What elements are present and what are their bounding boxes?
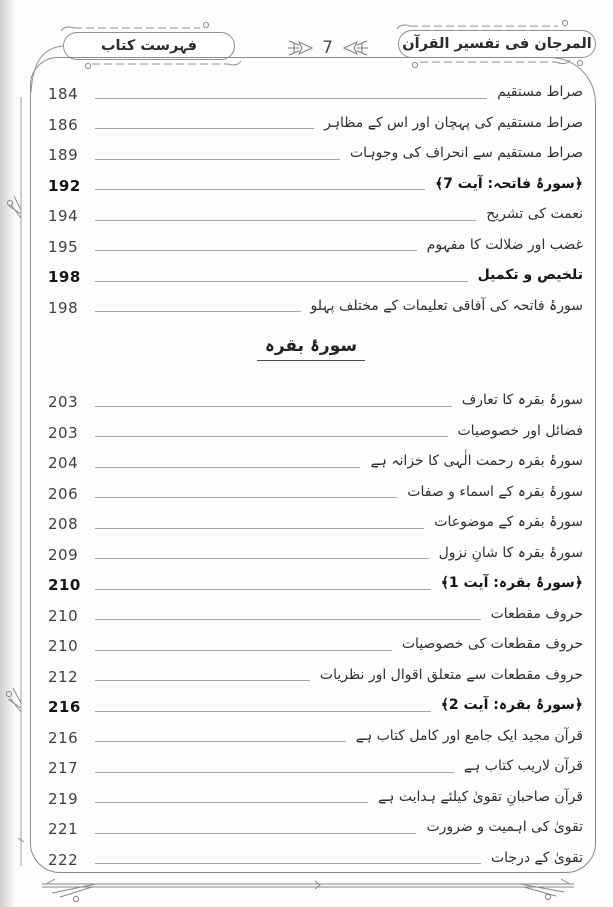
toc-leader-line [95,220,476,221]
toc-leader-line [95,159,340,160]
toc-leader-line [95,189,425,190]
toc-entry [39,411,583,442]
book-title-badge [398,30,596,58]
toc-page-number: 198 [48,268,81,286]
toc-entry-title: سورۂ بقرہ رحمت الٰہی کا خزانہ ہے [370,453,583,469]
toc-entry [39,472,583,503]
toc-page-number: 189 [48,146,79,164]
toc-entry-title: حروف مقطعات سے متعلق اقوال اور نظریات [319,666,583,683]
toc-leader-line [95,741,346,742]
toc-list [31,58,595,868]
toc-page-number: 209 [48,545,79,564]
toc-entry-title: سورۂ فاتحہ کی آفاقی تعلیمات کے مختلف پہلو [310,297,583,314]
bottom-rule [42,879,574,902]
toc-entry-title: قرآن مجید ایک جامع اور کامل کتاب ہے [355,727,583,744]
spiral-leaf-ornament-icon [7,196,21,218]
toc-page-number: 222 [48,850,79,869]
toc-entry-title: صراط مستقیم سے انحراف کی وجوہات [349,145,583,161]
toc-page-number: 210 [48,576,81,594]
leaf-fish-ornament-icon [343,39,369,57]
toc-leader-line [95,128,314,129]
toc-page-number: 194 [48,207,79,225]
toc-entry [39,777,583,808]
toc-entry [39,225,583,256]
toc-entry [39,533,583,564]
toc-leader-line [95,311,301,312]
toc-entry-title: فضائل اور خصوصیات [457,422,583,439]
toc-entry-title: سورۂ بقرہ کا تعارف [461,392,583,408]
toc-entry [39,838,583,869]
toc-entry-title: نعمت کی تشریح [486,206,583,222]
toc-entry-title: صراط مستقیم کی پہچان اور اس کے مظاہر [324,114,583,131]
section-heading: سورۂ بقرہ [257,335,365,361]
toc-leader-line [95,711,431,712]
toc-leader-line [95,650,392,651]
toc-entry-title: تقویٰ کی اہمیت و ضرورت [426,819,583,835]
toc-entry [39,72,583,103]
toc-entry-title: ﴿سورۂ بقرہ: آیت 2﴾ [440,697,583,713]
toc-entry [39,807,583,838]
feather-spiral-flourish-icon [46,879,96,902]
toc-leader-line [95,680,310,681]
page-number: 7 [322,38,334,58]
toc-page-number: 216 [48,728,79,747]
bottom-center-ornament-icon [310,881,324,889]
toc-entry [39,746,583,777]
toc-entry [39,164,583,195]
toc-leader-line [95,772,454,773]
toc-entry-title: سورۂ بقرہ کے موضوعات [434,514,583,530]
section-heading-row [39,316,583,380]
toc-entry [39,286,583,317]
toc-entry-title: سورۂ بقرہ کا شانِ نزول [438,544,583,561]
content-frame [30,57,596,873]
toc-entry [39,594,583,625]
toc-page-number: 221 [48,820,79,838]
toc-entry [39,380,583,411]
toc-leader-line [95,833,416,834]
toc-leader-line [95,497,397,498]
leaf-fish-ornament-icon [287,39,313,57]
toc-entry [39,685,583,716]
feather-spiral-flourish-icon [520,879,570,900]
toc-leader-line [95,863,481,864]
toc-leader-line [95,619,481,620]
toc-entry [39,441,583,472]
toc-leader-line [95,528,424,529]
toc-leader-line [95,467,360,468]
toc-leader-line [95,406,452,407]
book-title: المرجان فی تفسیر القرآن [402,36,592,52]
toc-entry-title: تلخیص و تکمیل [477,267,583,283]
toc-page-number: 206 [48,484,79,503]
toc-page-number: 217 [48,759,79,777]
toc-page-number: 208 [48,515,79,533]
toc-entry [39,194,583,225]
toc-page-number: 203 [48,423,79,442]
toc-page-number: 210 [48,637,79,655]
toc-entry [39,502,583,533]
toc-page-number: 198 [48,298,79,317]
spiral-leaf-ornament-icon [6,688,21,712]
toc-entry [39,255,583,286]
toc-entry-title: قرآن صاحبانِ تقویٰ کیلئے ہدایت ہے [377,788,583,805]
toc-entry [39,133,583,164]
toc-page-number: 212 [48,667,79,686]
toc-entry-title: غضب اور ضلالت کا مفہوم [426,236,583,253]
toc-leader-line [95,589,431,590]
toc-entry-title: حروف مقطعات کی خصوصیات [401,636,583,652]
toc-entry-title: قرآن لاریب کتاب ہے [463,758,583,774]
toc-page-number: 219 [48,789,79,808]
toc-page-number: 216 [48,698,81,716]
toc-page-number: 210 [48,606,79,625]
toc-entry-title: ﴿سورۂ بقرہ: آیت 1﴾ [440,575,583,591]
toc-leader-line [95,98,487,99]
toc-leader-line [95,802,368,803]
left-margin-rule [6,97,24,866]
toc-entry [39,655,583,686]
toc-entry-title: سورۂ بقرہ کے اسماء و صفات [407,483,583,500]
toc-leader-line [95,558,429,559]
toc-entry [39,716,583,747]
toc-entry-title: صراط مستقیم [497,84,583,100]
toc-page-number: 203 [48,393,79,411]
toc-entry-title: ﴿سورۂ فاتحہ: آیت 7﴾ [434,175,583,192]
toc-leader-line [95,436,448,437]
toc-page-number: 184 [48,85,79,103]
toc-page-number: 204 [48,454,79,472]
toc-entry-title: تقویٰ کے درجات [490,849,583,866]
toc-page-number: 186 [48,115,79,134]
toc-page-number: 195 [48,237,79,256]
toc-leader-line [95,281,468,282]
toc-entry [39,563,583,594]
contents-title-badge [63,32,235,60]
toc-leader-line [95,250,417,251]
toc-page-number: 192 [48,176,81,195]
contents-title: فہرست کتاب [100,38,198,54]
toc-entry [39,103,583,134]
toc-entry [39,624,583,655]
toc-entry-title: حروف مقطعات [490,605,583,622]
